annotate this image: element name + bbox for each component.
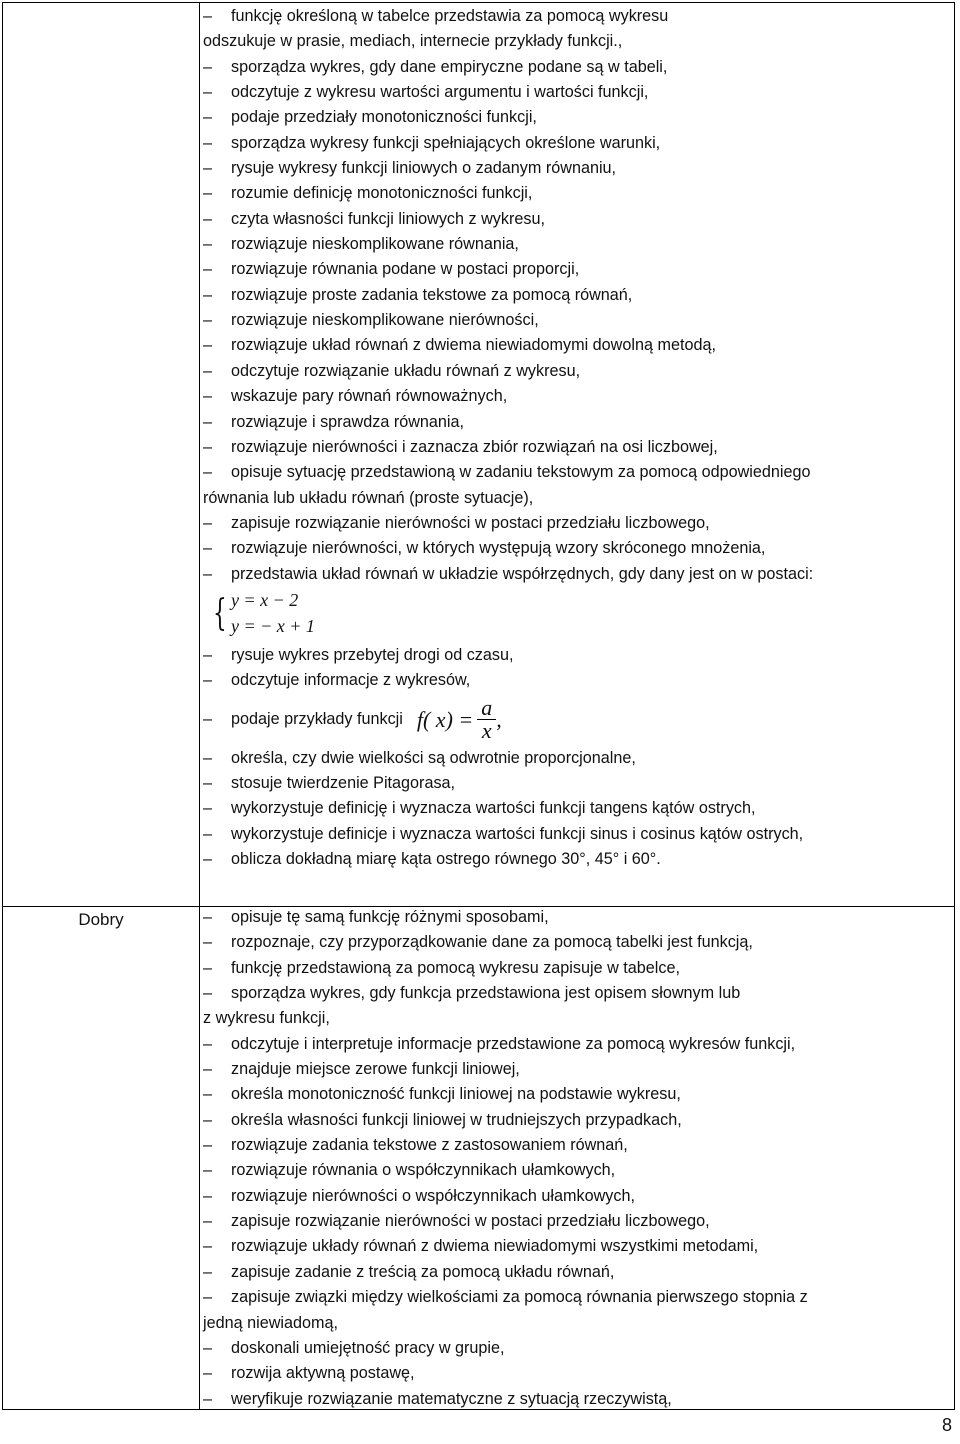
system-brace: { xyxy=(213,592,227,634)
list-item: – rozwiązuje nieskomplikowane nierówności, xyxy=(203,311,539,330)
criteria-list-dobry xyxy=(203,905,948,1412)
list-item: – rozwiązuje nierówności i zaznacza zbiór rozwiązań na osi liczbowej, xyxy=(203,437,718,456)
formula-a-over-x: f( x) = $\frac{a}{x}$ , xyxy=(416,695,502,744)
list-item: – sporządza wykresy funkcji spełniających określone warunki, xyxy=(203,133,661,152)
page-number: 8 xyxy=(941,1415,952,1435)
list-item: – określa własności funkcji liniowej w trudniejszych przypadkach, xyxy=(203,1110,682,1129)
list-item: – rozwiązuje zadania tekstowe z zastosowaniem równań, xyxy=(203,1136,628,1155)
list-item: – rozwiązuje nieskomplikowane równania, xyxy=(203,235,519,254)
list-item-function-example: – podaje przykłady funkcji f( x) = $\frac{a}{x}$ , xyxy=(203,695,502,744)
list-item: – rozwiązuje układ równań z dwiema niewiadomymi dowolną metodą, xyxy=(203,336,716,355)
list-item: – funkcję określoną w tabelce przedstawia za pomocą wykresu xyxy=(203,7,669,25)
list-item: – podaje przedziały monotoniczności funkcji, xyxy=(203,108,537,127)
grade-label-dobry: Dobry xyxy=(78,910,124,929)
list-item: – rozwiązuje układy równań z dwiema niewiadomymi wszystkimi metodami, xyxy=(203,1237,759,1256)
list-item: – sporządza wykres, gdy funkcja przedstawiona jest opisem słownym lub xyxy=(203,984,741,1003)
list-item: – zapisuje rozwiązanie nierówności w postaci przedziału liczbowego, xyxy=(203,1212,710,1231)
list-item: – zapisuje rozwiązanie nierówności w postaci przedziału liczbowego, xyxy=(203,513,710,532)
list-item: – określa, czy dwie wielkości są odwrotnie proporcjonalne, xyxy=(203,748,636,767)
list-item: – wykorzystuje definicje i wyznacza wartości funkcji sinus i cosinus kątów ostrych, xyxy=(203,824,804,843)
list-item: – doskonali umiejętność pracy w grupie, xyxy=(203,1338,505,1357)
list-item: – odczytuje informacje z wykresów, xyxy=(203,671,471,690)
list-item: – rozumie definicję monotoniczności funkcji, xyxy=(203,184,533,203)
list-item: – opisuje sytuację przedstawioną w zadaniu tekstowym za pomocą odpowiedniego xyxy=(203,463,811,482)
list-item: jedną niewiadomą, xyxy=(203,1313,338,1332)
list-item: – odczytuje z wykresu wartości argumentu i wartości funkcji, xyxy=(203,83,649,102)
list-item: – funkcję przedstawioną za pomocą wykresu zapisuje w tabelce, xyxy=(203,958,680,977)
list-item: – rysuje wykres przebytej drogi od czasu, xyxy=(203,645,514,664)
list-item: – czyta własności funkcji liniowych z wykresu, xyxy=(203,209,545,228)
list-item: – rozpoznaje, czy przyporządkowanie dane za pomocą tabelki jest funkcją, xyxy=(203,933,753,952)
criteria-list-previous-grade xyxy=(203,4,948,872)
list-item: – odczytuje i interpretuje informacje przedstawione za pomocą wykresów funkcji, xyxy=(203,1034,796,1053)
list-item: – oblicza dokładną miarę kąta ostrego równego 30°, 45° i 60°. xyxy=(203,849,661,868)
list-item: – wskazuje pary równań równoważnych, xyxy=(203,387,508,406)
column-divider xyxy=(199,3,200,1409)
list-item: – rozwiązuje proste zadania tekstowe za pomocą równań, xyxy=(203,285,633,304)
list-item: – weryfikuje rozwiązanie matematyczne z sytuacją rzeczywistą, xyxy=(203,1389,672,1408)
list-item: – rysuje wykresy funkcji liniowych o zadanym równaniu, xyxy=(203,159,617,178)
list-item: – zapisuje związki między wielkościami za pomocą równania pierwszego stopnia z xyxy=(203,1288,808,1307)
equation-system xyxy=(213,587,948,643)
list-item: odszukuje w prasie, mediach, internecie przykłady funkcji., xyxy=(203,32,623,51)
fraction: $\frac{a}{x}$ xyxy=(477,697,496,742)
list-item: – rozwiązuje równania podane w postaci proporcji, xyxy=(203,260,580,279)
list-item: – odczytuje rozwiązanie układu równań z wykresu, xyxy=(203,361,581,380)
list-item: – zapisuje zadanie z treścią za pomocą układu równań, xyxy=(203,1262,615,1281)
equation-1: y = x − 2 xyxy=(231,589,299,610)
list-item: – wykorzystuje definicję i wyznacza wartości funkcji tangens kątów ostrych, xyxy=(203,799,756,818)
list-item: – opisuje tę samą funkcję różnymi sposobami, xyxy=(203,908,549,926)
list-item: – znajduje miejsce zerowe funkcji liniowej, xyxy=(203,1060,520,1079)
list-item: równania lub układu równań (proste sytuacje), xyxy=(203,488,534,507)
list-item: – rozwiązuje równania o współczynnikach ułamkowych, xyxy=(203,1161,616,1180)
list-item: z wykresu funkcji, xyxy=(203,1009,330,1028)
list-item: – rozwija aktywną postawę, xyxy=(203,1364,415,1383)
equation-2: y = − x + 1 xyxy=(231,615,315,636)
list-item: – przedstawia układ równań w układzie współrzędnych, gdy dany jest on w postaci: xyxy=(203,564,814,583)
list-item: – rozwiązuje nierówności o współczynnikach ułamkowych, xyxy=(203,1186,635,1205)
list-item: – rozwiązuje nierówności, w których występują wzory skróconego mnożenia, xyxy=(203,539,766,558)
list-item: – określa monotoniczność funkcji liniowej na podstawie wykresu, xyxy=(203,1085,681,1104)
list-item: – sporządza wykres, gdy dane empiryczne podane są w tabeli, xyxy=(203,57,668,76)
list-item: – stosuje twierdzenie Pitagorasa, xyxy=(203,773,456,792)
list-item: – rozwiązuje i sprawdza równania, xyxy=(203,412,465,431)
